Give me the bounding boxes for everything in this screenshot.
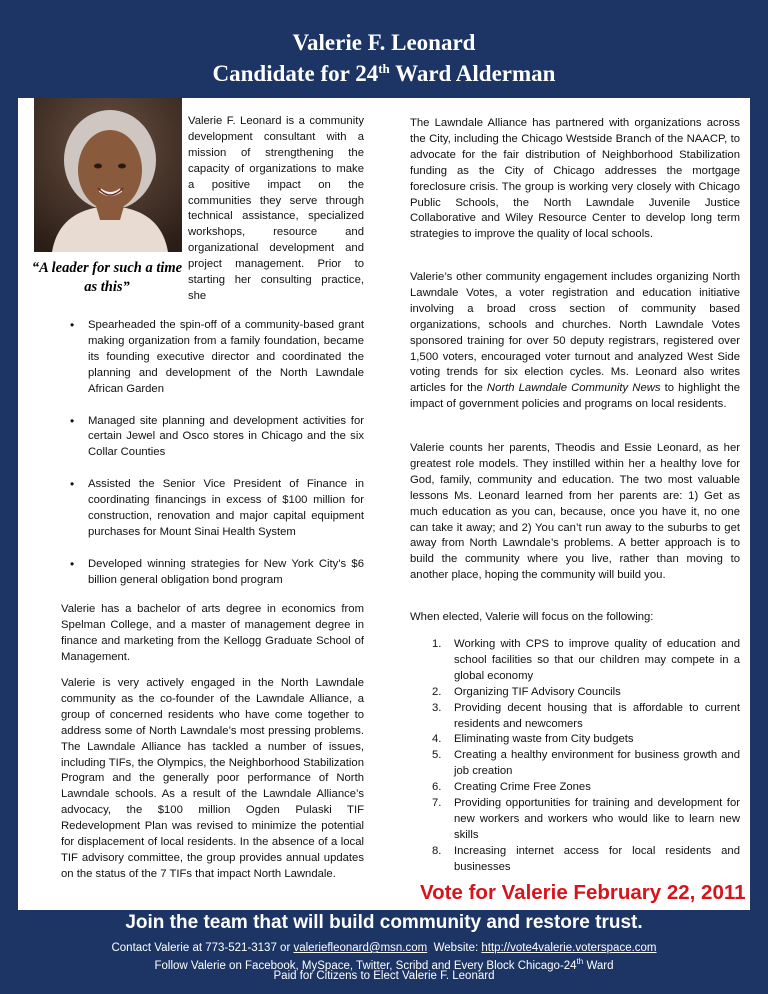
experience-item: • Managed site planning and development activities for certain Jewel and Osco stores in Chicago and the six Collar Counties [88,414,364,462]
experience-item: • Developed winning strategies for New York City's $6 billion general obligation bond program [88,557,364,589]
focus-list [432,637,740,876]
candidate-name: Valerie F. Leonard [292,30,476,55]
candidate-title: Candidate for 24th Ward Alderman [212,61,556,86]
focus-item: 2. Organizing TIF Advisory Councils [432,685,621,698]
partnership-paragraph: The Lawndale Alliance has partnered with organizations across the City, including the Chicago Westside Branch of the NAACP, to advocate for the fair distribution of Neighborhood Stabilization funding as the City of Chicago addresses the mortgage foreclosure crisis. The group is working very closely with Chicago Public Schools, the North Lawndale Juvenile Justice Collaborative and Wiley Resource Center to develop long term strategies to improve the quality of local schools. [410,117,740,241]
footer-slogan: Join the team that will build community and restore trust. [125,912,643,933]
experience-item: • Assisted the Senior Vice President of Finance in coordinating financings in excess of $100 million for construction, renovation and major capital equipment purchases for Mount Sinai Health System [88,477,364,541]
portrait-illustration [34,98,182,252]
focus-intro: When elected, Valerie will focus on the following: [410,611,654,623]
header-banner [18,18,750,98]
focus-item: 4. Eliminating waste from City budgets [432,733,634,746]
engagement-paragraph: Valerie’s other community engagement includes organizing North Lawndale Votes, a voter registration and education initiative involving a broad cross section of community based organizations, schools and churches. North Lawndale Votes sponsored training for over 50 deputy registrars, registered over 1,500 voters, encouraged voter turnout and analyzed West Side voting trends for six election cycles. Ms. Leonard also writes articles for the North Lawndale Community News to highlight the impact of government policies and programs on local residents. [410,271,741,411]
candidate-photo [34,98,182,252]
focus-item: 6. Creating Crime Free Zones [432,781,591,794]
experience-item: • Spearheaded the spin-off of a community-based grant making organization from a family foundation, became its founding executive director and coordinated the planning and development of the North Lawndale African Garden [88,318,364,398]
newspaper-title: North Lawndale Community News [486,382,661,395]
campaign-quote: “A leader for such a time as this” [31,260,183,295]
footer-banner [0,910,768,994]
flyer-page [18,18,750,910]
vote-banner: Vote for Valerie February 22, 2011 [410,876,750,910]
intro-paragraph: Valerie F. Leonard is a community development consultant with a mission of strengthening the capacity of organizations to make a positive impact on the communities they serve through technical assistance, specialized workshops, resource and organizational development and project management. Prior to starting her consulting practice, she [188,115,364,302]
education-paragraph: Valerie has a bachelor of arts degree in economics from Spelman College, and a master of management degree in finance and marketing from the Kellogg Graduate School of Management. [61,603,364,663]
email-link[interactable]: valeriefleonard@msn.com [293,942,428,954]
alliance-paragraph: Valerie is very actively engaged in the North Lawndale community as the co-founder of the Lawndale Alliance, a group of concerned residents who have come together to address some of North Lawndale’s most pressing problems. The Lawndale Alliance has tackled a number of issues, including TIFs, the Olympics, the Neighborhood Stabilization Program and the generally poor performance of North Lawndale schools. As a result of the Lawndale Alliance’s advocacy, the $100 million Ogden Pulaski TIF Redevelopment Plan was revised to minimize the potential for displacement of local residents. In the absence of a local TIF advisory committee, the group provides annual updates on the status of the 7 TIFs that impact North Lawndale. [61,677,364,880]
focus-item: 1. Working with CPS to improve quality of education and school facilities so that our children may compete in a global economy [432,638,740,682]
focus-item: 7. Providing opportunities for training and development for new workers and workers who would like to learn new skills [432,797,740,841]
social-line: Follow Valerie on Facebook, MySpace, Twitter, Scribd and Every Block Chicago-24th Ward [154,957,614,972]
experience-list [88,318,364,605]
paid-disclaimer: Paid for Citizens to Elect Valerie F. Leonard [273,970,495,982]
focus-item: 3. Providing decent housing that is affordable to current residents and newcomers [432,701,740,730]
role-models-paragraph: Valerie counts her parents, Theodis and Essie Leonard, as her greatest role models. They instilled within her a healthy love for God, family, community and education. The two most valuable lessons Ms. Leonard learned from her parents are: 1) Get as much education as you can, because, once you have it, no one can take it away; and 2) You can’t run away to the suburbs to get away from North Lawndale’s problems. A better approach is to build the community where you live, rather than moving to another place, hoping the community will build you. [410,442,740,582]
focus-item: 5. Creating a healthy environment for business growth and job creation [432,749,740,778]
website-link[interactable]: http://vote4valerie.voterspace.com [481,942,657,954]
contact-line: Contact Valerie at 773-521-3137 or valeriefleonard@msn.com Website: http://vote4valerie.voterspace.com [111,942,657,954]
focus-item: 8. Increasing internet access for local residents and businesses [432,844,740,873]
